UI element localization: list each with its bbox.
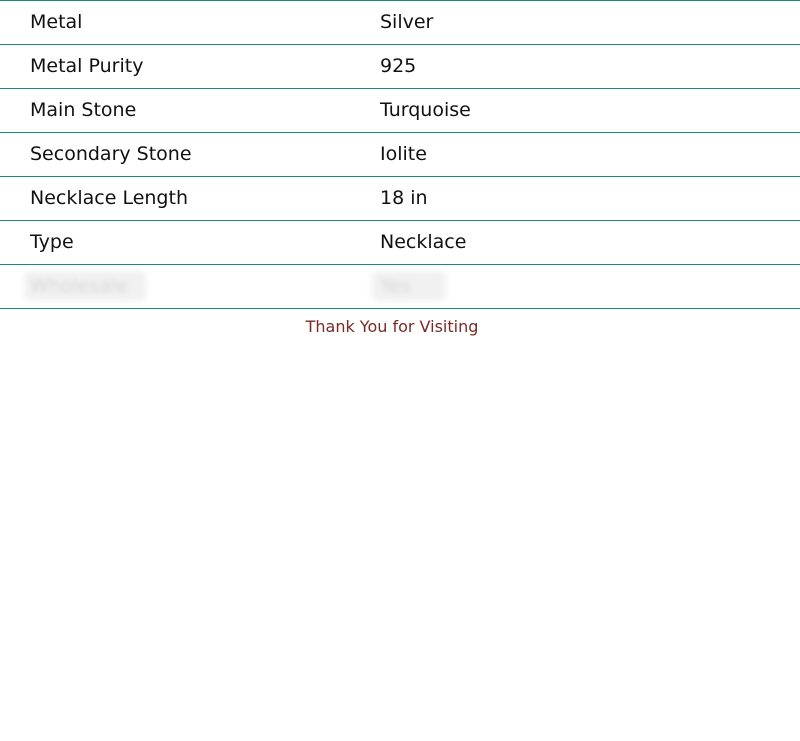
spec-value: Necklace [380,231,467,253]
spec-value: 925 [380,55,417,77]
thank-you-footer: Thank You for Visiting [305,317,479,336]
spec-key: Wholesale [30,275,128,297]
spec-row-type [0,221,800,265]
spec-row-secondary-stone [0,133,800,177]
spec-key: Metal Purity [30,55,144,77]
spec-row-necklace-length [0,177,800,221]
spec-table [0,0,800,309]
spec-row-metal-purity [0,45,800,89]
spec-value: Yes [380,275,411,297]
spec-value: Silver [380,11,434,33]
spec-value: Turquoise [380,99,471,121]
spec-row-wholesale [0,265,800,309]
spec-key: Main Stone [30,99,137,121]
spec-row-main-stone [0,89,800,133]
spec-key: Secondary Stone [30,143,192,165]
spec-value: 18 in [380,187,428,209]
spec-value: Iolite [380,143,427,165]
spec-key: Type [30,231,74,253]
spec-key: Necklace Length [30,187,188,209]
spec-key: Metal [30,11,83,33]
spec-row-metal [0,1,800,45]
